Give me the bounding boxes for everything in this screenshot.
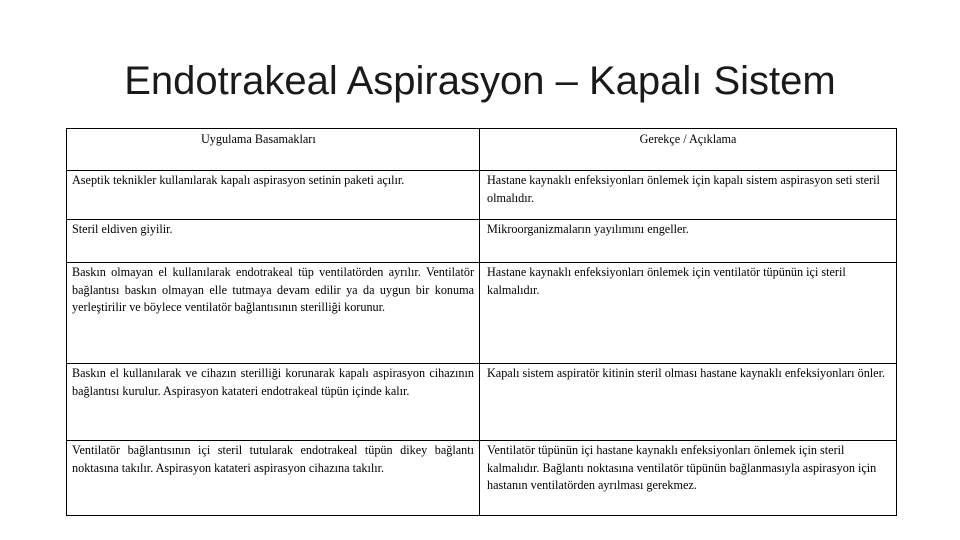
step-cell: Baskın olmayan el kullanılarak endotrakeal tüp ventilatörden ayrılır. Ventilatör bağlantısı baskın olmayan elle tutmaya devam edilir ya da uygun bir konuma yerleştirilir ve böylece ventilatör bağlantısının sterilliği korunur. (67, 263, 480, 364)
rationale-cell: Ventilatör tüpünün içi hastane kaynaklı enfeksiyonları önlemek için steril kalmalıdır. Bağlantı noktasına ventilatör tüpünün bağlanmasıyla aspirasyon için hastanın ventilatörden ayrılması gerekmez. (480, 441, 897, 516)
rationale-cell: Mikroorganizmaların yayılımını engeller. (480, 220, 897, 263)
header-rationale: Gerekçe / Açıklama (480, 129, 897, 171)
step-cell: Ventilatör bağlantısının içi steril tutularak endotrakeal tüpün dikey bağlantı noktasına takılır. Aspirasyon katateri aspirasyon cihazına takılır. (67, 441, 480, 516)
table-header-row (67, 129, 897, 171)
step-cell: Baskın el kullanılarak ve cihazın sterilliği korunarak kapalı aspirasyon cihazının bağlantısı kurulur. Aspirasyon katateri endotrakeal tüpün içinde kalır. (67, 364, 480, 441)
rationale-cell: Kapalı sistem aspiratör kitinin steril olması hastane kaynaklı enfeksiyonları önler. (480, 364, 897, 441)
step-cell: Steril eldiven giyilir. (67, 220, 480, 263)
rationale-cell: Hastane kaynaklı enfeksiyonları önlemek için kapalı sistem aspirasyon seti steril olmalıdır. (480, 171, 897, 220)
procedure-table (66, 128, 897, 516)
table-row (67, 263, 897, 364)
step-cell: Aseptik teknikler kullanılarak kapalı aspirasyon setinin paketi açılır. (67, 171, 480, 220)
slide-title: Endotrakeal Aspirasyon – Kapalı Sistem (124, 59, 836, 103)
table-row (67, 441, 897, 516)
table-row (67, 220, 897, 263)
rationale-cell: Hastane kaynaklı enfeksiyonları önlemek için ventilatör tüpünün içi steril kalmalıdır. (480, 263, 897, 364)
table-row (67, 364, 897, 441)
header-steps: Uygulama Basamakları (67, 129, 480, 171)
table-row (67, 171, 897, 220)
